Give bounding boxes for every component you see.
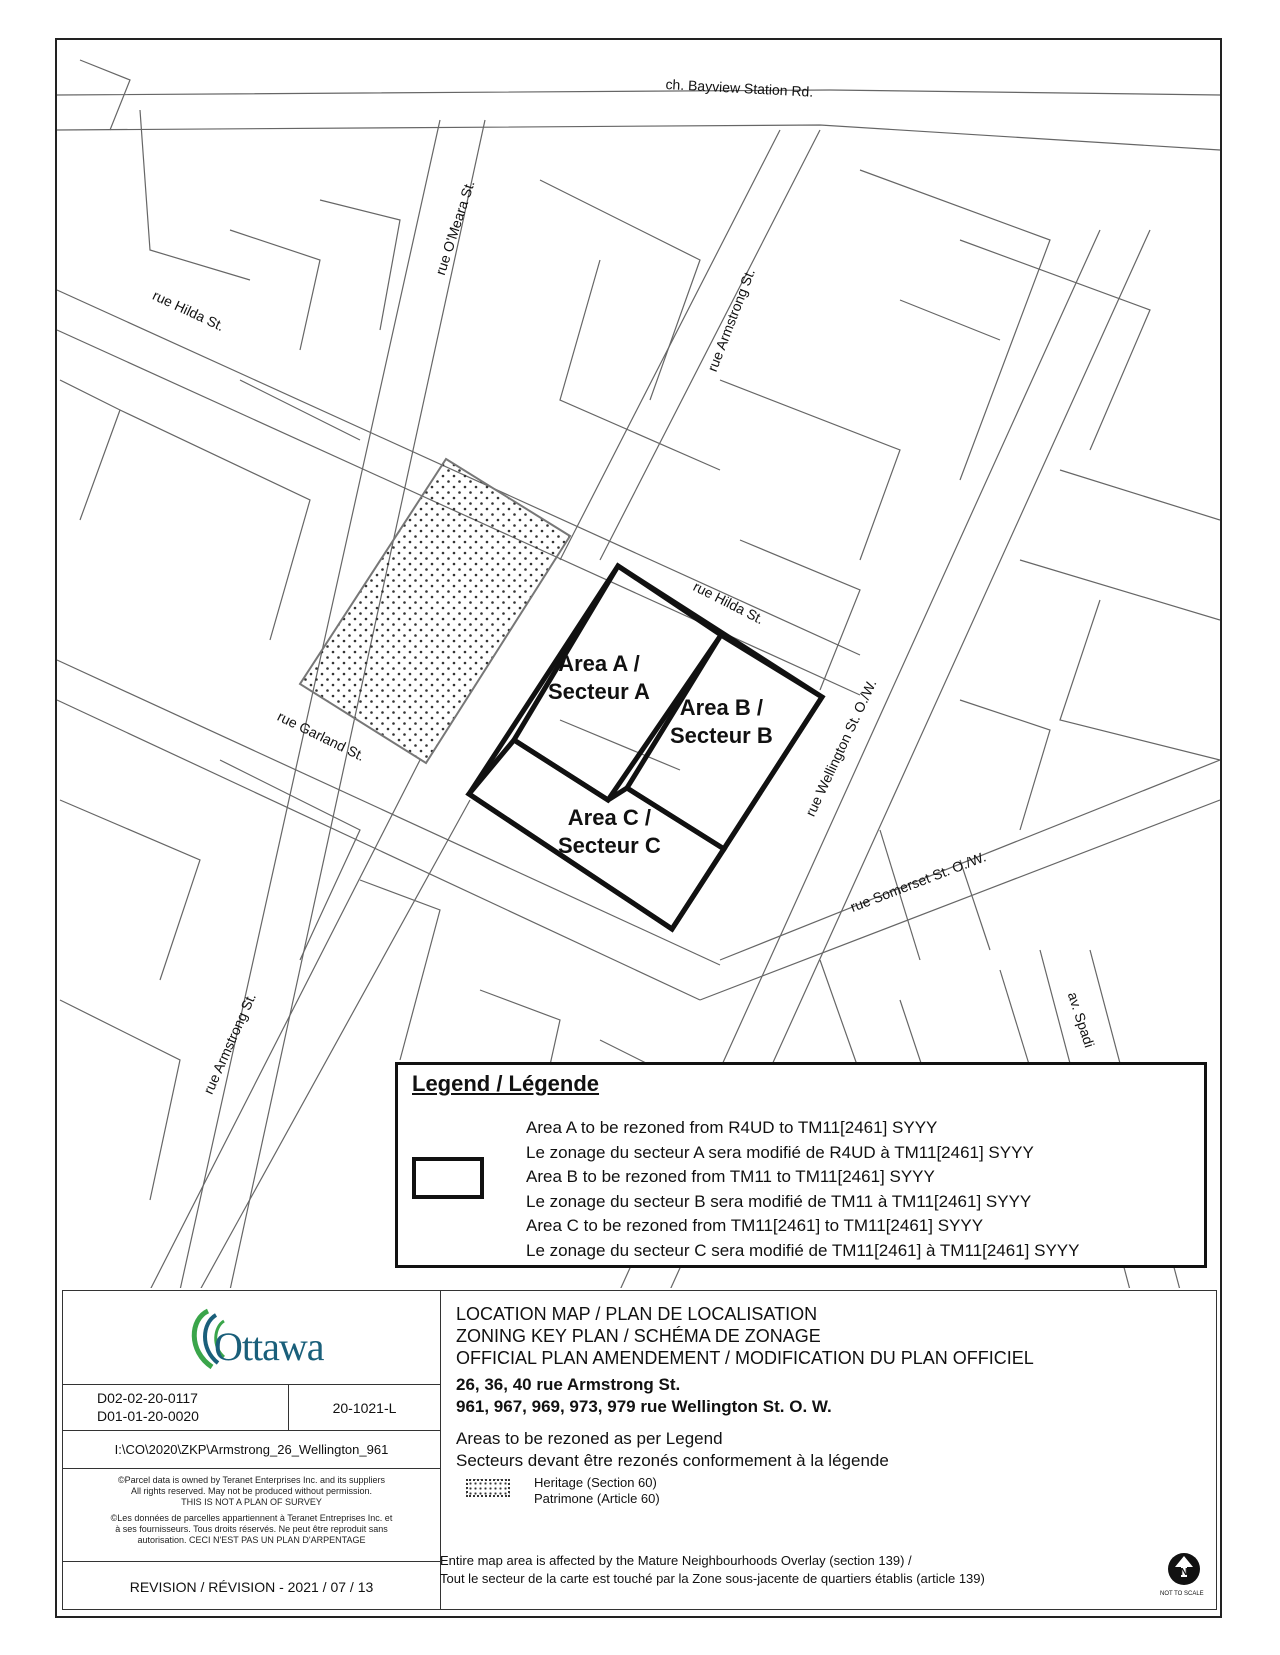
legend-line: Area C to be rezoned from TM11[2461] to TM11[2461] SYYY bbox=[526, 1216, 984, 1235]
street-label-armstrong-north: rue Armstrong St. bbox=[704, 266, 758, 374]
map-heading: ZONING KEY PLAN / SCHÉMA DE ZONAGE bbox=[456, 1326, 821, 1346]
legend-line: Area B to be rezoned from TM11 to TM11[2461] SYYY bbox=[526, 1167, 935, 1186]
legend-title: Legend / Légende bbox=[412, 1071, 600, 1096]
street-label-wellington: rue Wellington St. O./W. bbox=[802, 676, 880, 819]
overlay-note: Entire map area is affected by the Mature Neighbourhoods Overlay (section 139) / bbox=[440, 1553, 912, 1568]
heritage-label: Heritage (Section 60) bbox=[534, 1475, 657, 1490]
file-path: I:\CO\2020\ZKP\Armstrong_26_Wellington_961 bbox=[63, 1430, 440, 1468]
copyright-note: ©Les données de parcelles appartiennent à Teranet Entreprises Inc. et bbox=[110, 1513, 393, 1523]
area-c-label bbox=[558, 804, 661, 860]
file-id: D02-02-20-0117 bbox=[97, 1390, 198, 1406]
overlay-note: Tout le secteur de la carte est touché par la Zone sous-jacente de quartiers établis (article 139) bbox=[440, 1571, 985, 1586]
copyright-note: THIS IS NOT A PLAN OF SURVEY bbox=[181, 1497, 322, 1507]
title-block bbox=[62, 1290, 1217, 1610]
file-ids bbox=[97, 1389, 199, 1425]
ottawa-logo-text: Ottawa bbox=[214, 1324, 324, 1369]
street-label-garland: rue Garland St. bbox=[274, 708, 368, 764]
areas-note: Secteurs devant être rezonés conformement à la légende bbox=[456, 1451, 889, 1470]
north-letter: N bbox=[1180, 1567, 1188, 1578]
area-a-label-line2: Secteur A bbox=[548, 679, 650, 704]
area-b-label-line1: Area B / bbox=[679, 695, 763, 720]
areas-note: Areas to be rezoned as per Legend bbox=[456, 1429, 723, 1448]
rezoning-swatch bbox=[412, 1157, 484, 1199]
map-heading: OFFICIAL PLAN AMENDEMENT / MODIFICATION DU PLAN OFFICIEL bbox=[456, 1348, 1034, 1368]
file-numbers bbox=[63, 1384, 440, 1430]
job-number: 20-1021-L bbox=[332, 1400, 397, 1416]
area-a-label bbox=[548, 650, 650, 706]
legend-line: Le zonage du secteur A sera modifié de R4UD à TM11[2461] SYYY bbox=[526, 1142, 1034, 1162]
map-heading: LOCATION MAP / PLAN DE LOCALISATION bbox=[456, 1304, 818, 1324]
legend-line: Le zonage du secteur B sera modifié de TM11 à TM11[2461] SYYY bbox=[526, 1191, 1032, 1211]
area-c-label-line2: Secteur C bbox=[558, 833, 661, 858]
revision-date: REVISION / RÉVISION - 2021 / 07 / 13 bbox=[63, 1561, 440, 1611]
ottawa-logo bbox=[178, 1305, 328, 1375]
title-block-right bbox=[440, 1291, 1216, 1609]
street-label-spadina: av. Spadi bbox=[1064, 990, 1098, 1050]
heritage-label: Patrimone (Article 60) bbox=[534, 1491, 660, 1506]
area-a-label-line1: Area A / bbox=[558, 651, 640, 676]
street-label-bayview: ch. Bayview Station Rd. bbox=[665, 76, 814, 100]
copyright-note: ©Parcel data is owned by Teranet Enterprises Inc. and its suppliers bbox=[117, 1475, 386, 1485]
heritage-swatch bbox=[466, 1479, 510, 1497]
address-line: 26, 36, 40 rue Armstrong St. bbox=[456, 1375, 681, 1394]
address-line: 961, 967, 969, 973, 979 rue Wellington St. O. W. bbox=[456, 1397, 832, 1416]
legend-line: Area A to be rezoned from R4UD to TM11[2461] SYYY bbox=[526, 1118, 938, 1137]
area-c-label-line1: Area C / bbox=[567, 805, 651, 830]
not-to-scale: NOT TO SCALE bbox=[1160, 1591, 1204, 1597]
area-b-label bbox=[670, 694, 773, 750]
legend-entries bbox=[526, 1116, 1079, 1263]
legend bbox=[395, 1062, 1207, 1268]
area-b-label-line2: Secteur B bbox=[670, 723, 773, 748]
street-label-somerset: rue Somerset St. O./W. bbox=[848, 848, 989, 915]
copyright-note: autorisation. CECI N'EST PAS UN PLAN D'ARPENTAGE bbox=[137, 1535, 366, 1545]
street-label-omeara: rue O'Meara St. bbox=[432, 178, 478, 277]
copyright-note: à ses fournisseurs. Tous droits réservés. Ne peut être reproduit sans bbox=[115, 1524, 388, 1534]
file-id: D01-01-20-0020 bbox=[97, 1408, 199, 1424]
copyright-note: All rights reserved. May not be produced without permission. bbox=[130, 1486, 373, 1496]
street-label-armstrong-south: rue Armstrong St. bbox=[200, 990, 259, 1097]
legend-line: Le zonage du secteur C sera modifié de TM11[2461] à TM11[2461] SYYY bbox=[526, 1240, 1080, 1260]
north-arrow-icon bbox=[1166, 1551, 1202, 1587]
street-label-hilda-east: rue Hilda St. bbox=[690, 578, 767, 628]
street-label-hilda-west: rue Hilda St. bbox=[150, 287, 227, 335]
title-block-left bbox=[63, 1291, 441, 1609]
